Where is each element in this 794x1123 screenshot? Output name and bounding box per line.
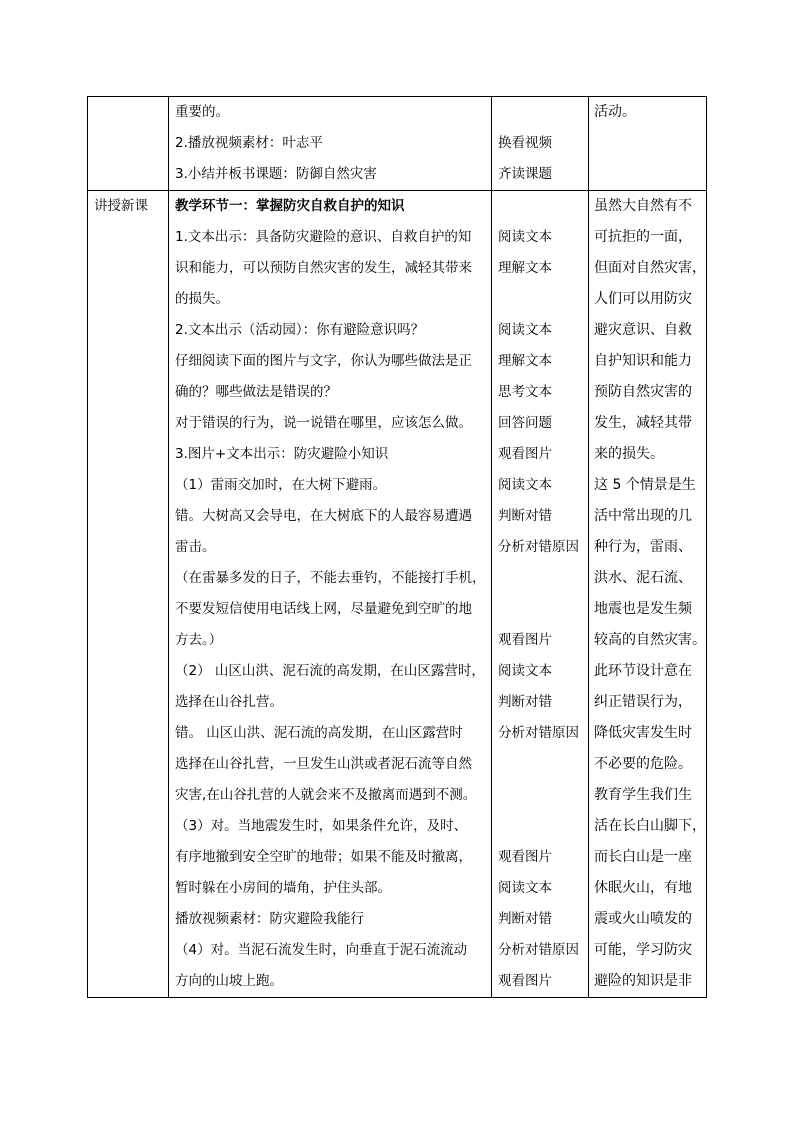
text-line: 阅读文本 bbox=[498, 880, 552, 896]
text-line: 震或火山喷发的 bbox=[594, 911, 692, 927]
text-line: 避灾意识、自救 bbox=[594, 322, 692, 338]
stage-label bbox=[88, 97, 168, 128]
stage-cell bbox=[87, 97, 168, 190]
text-line: 齐读课题 bbox=[498, 166, 552, 182]
text-line: 仔细阅读下面的图片与文字，你认为哪些做法是正 bbox=[175, 353, 472, 369]
text-line: 思考文本 bbox=[498, 384, 552, 400]
text-line: 这 5 个情景是生 bbox=[594, 477, 696, 493]
text-line: 虽然大自然有不 bbox=[594, 198, 692, 214]
text-line: 可抗拒的一面， bbox=[594, 229, 692, 245]
text-line: 判断对错 bbox=[498, 694, 552, 710]
text-line bbox=[492, 594, 588, 625]
text-line: 错。 山区山洪、泥石流的高发期，在山区露营时 bbox=[175, 725, 463, 741]
text-line bbox=[492, 191, 588, 222]
text-line: （2） 山区山洪、泥石流的高发期，在山区露营时， bbox=[175, 663, 485, 679]
text-line: 阅读文本 bbox=[498, 477, 552, 493]
stage-cell bbox=[87, 191, 168, 997]
text-line: 观看图片 bbox=[498, 849, 552, 865]
text-line: 但面对自然灾害， bbox=[594, 260, 706, 276]
text-line: （3）对。当地震发生时，如果条件允许，及时、 bbox=[175, 818, 468, 834]
text-line: 识和能力，可以预防自然灾害的发生，减轻其带来 bbox=[175, 260, 472, 276]
text-line: 观看图片 bbox=[498, 446, 552, 462]
text-line: （1）雷雨交加时，在大树下避雨。 bbox=[175, 477, 387, 493]
text-line: 种行为，雷雨、 bbox=[594, 539, 692, 555]
student-activity-cell bbox=[491, 97, 588, 190]
text-line: 选择在山谷扎营，一旦发生山洪或者泥石流等自然 bbox=[175, 756, 472, 772]
text-line: 分析对错原因 bbox=[498, 725, 579, 741]
text-line: 雷击。 bbox=[175, 539, 216, 555]
text-line: 对于错误的行为，说一说错在哪里，应该怎么做。 bbox=[175, 415, 472, 431]
text-line: 洪水、泥石流、 bbox=[594, 570, 692, 586]
text-line: 人们可以用防灾 bbox=[594, 291, 692, 307]
text-line: 可能，学习防灾 bbox=[594, 942, 692, 958]
text-line: 判断对错 bbox=[498, 508, 552, 524]
text-line: 确的？哪些做法是错误的？ bbox=[175, 384, 337, 400]
text-line: 播放视频素材：防灾避险我能行 bbox=[175, 911, 364, 927]
text-line: 而长白山是一座 bbox=[594, 849, 692, 865]
text-line: 方去。） bbox=[175, 632, 223, 648]
text-line: 此环节设计意在 bbox=[594, 663, 692, 679]
student-activity-cell bbox=[491, 191, 588, 997]
text-line bbox=[492, 811, 588, 842]
table-row bbox=[87, 96, 707, 191]
text-line: 2.文本出示（活动园）：你有避险意识吗？ bbox=[175, 322, 425, 338]
lesson-plan-table bbox=[87, 96, 707, 998]
text-line bbox=[492, 749, 588, 780]
text-line: 活动。 bbox=[594, 104, 636, 120]
text-line: 阅读文本 bbox=[498, 663, 552, 679]
text-line: 观看图片 bbox=[498, 632, 552, 648]
text-line: 暂时躲在小房间的墙角，护住头部。 bbox=[175, 880, 391, 896]
teacher-activity-cell bbox=[168, 97, 491, 190]
text-line: （4）对。当泥石流发生时，向垂直于泥石流流动 bbox=[175, 942, 468, 958]
text-line: 纠正错误行为， bbox=[594, 694, 692, 710]
text-line: 有序地撤到安全空旷的地带；如果不能及时撤离， bbox=[175, 849, 472, 865]
text-line: 换看视频 bbox=[498, 135, 552, 151]
teacher-activity-cell bbox=[168, 191, 491, 997]
section-heading: 教学环节一：掌握防灾自救自护的知识 bbox=[175, 198, 405, 214]
text-line: 观看图片 bbox=[498, 973, 552, 989]
text-line: 较高的自然灾害。 bbox=[594, 632, 706, 648]
text-line: 的损失。 bbox=[175, 291, 229, 307]
text-line: 理解文本 bbox=[498, 353, 552, 369]
text-line: 判断对错 bbox=[498, 911, 552, 927]
design-intent-cell bbox=[588, 191, 707, 997]
text-line: 灾害,在山谷扎营的人就会来不及撤离而遇到不测。 bbox=[175, 787, 477, 803]
text-line: 阅读文本 bbox=[498, 322, 552, 338]
text-line bbox=[492, 563, 588, 594]
text-line: 阅读文本 bbox=[498, 229, 552, 245]
text-line: 理解文本 bbox=[498, 260, 552, 276]
text-line: 2.播放视频素材：叶志平 bbox=[175, 135, 323, 151]
text-line: 不要发短信使用电话线上网，尽量避免到空旷的地 bbox=[175, 601, 472, 617]
text-line: 活在长白山脚下， bbox=[594, 818, 706, 834]
design-intent-cell bbox=[588, 97, 707, 190]
text-line: 分析对错原因 bbox=[498, 539, 579, 555]
text-line: 休眠火山，有地 bbox=[594, 880, 692, 896]
text-line: 不必要的危险。 bbox=[594, 756, 692, 772]
text-line: 避险的知识是非 bbox=[594, 973, 692, 989]
text-line: 预防自然灾害的 bbox=[594, 384, 692, 400]
text-line: 降低灾害发生时 bbox=[594, 725, 692, 741]
text-line: 重要的。 bbox=[175, 104, 229, 120]
text-line: 3.图片+文本出示：防灾避险小知识 bbox=[175, 446, 389, 462]
text-line: 选择在山谷扎营。 bbox=[175, 694, 283, 710]
text-line: 1.文本出示：具备防灾避险的意识、自救自护的知 bbox=[175, 229, 472, 245]
text-line: 教育学生我们生 bbox=[594, 787, 692, 803]
text-line: （在雷暴多发的日子，不能去垂钓，不能接打手机， bbox=[175, 570, 486, 586]
text-line: 地震也是发生频 bbox=[594, 601, 692, 617]
text-line: 来的损失。 bbox=[594, 446, 664, 462]
text-line: 错。大树高又会导电，在大树底下的人最容易遭遇 bbox=[175, 508, 472, 524]
text-line: 活中常出现的几 bbox=[594, 508, 692, 524]
text-line: 回答问题 bbox=[498, 415, 552, 431]
text-line bbox=[492, 780, 588, 811]
text-line: 分析对错原因 bbox=[498, 942, 579, 958]
text-line bbox=[492, 97, 588, 128]
table-row bbox=[87, 191, 707, 998]
text-line: 发生，减轻其带 bbox=[594, 415, 692, 431]
text-line: 自护知识和能力 bbox=[594, 353, 692, 369]
text-line bbox=[492, 284, 588, 315]
text-line: 方向的山坡上跑。 bbox=[175, 973, 283, 989]
text-line: 3.小结并板书课题：防御自然灾害 bbox=[175, 166, 377, 182]
stage-label: 讲授新课 bbox=[94, 198, 148, 214]
